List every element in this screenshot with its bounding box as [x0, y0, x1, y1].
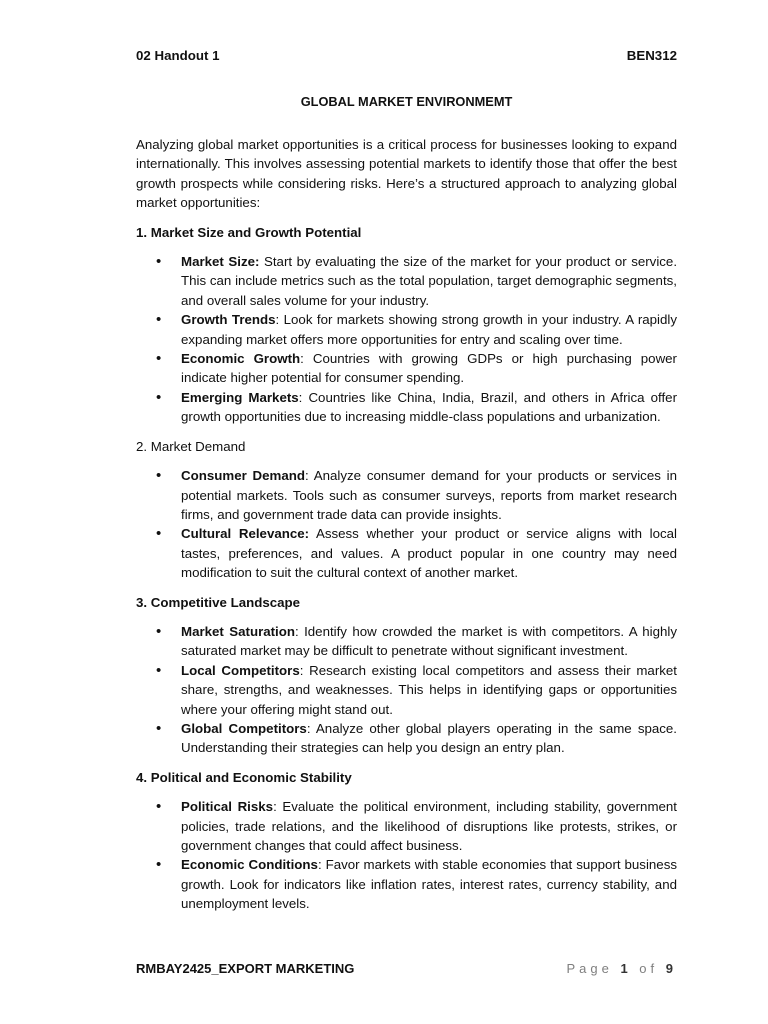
page-header: [136, 48, 677, 63]
list-item: [136, 349, 677, 388]
list-item-term: Consumer Demand: [181, 468, 305, 484]
list-item-term: Growth Trends: [181, 312, 276, 328]
handout-label: 02 Handout 1: [136, 48, 220, 63]
list-item: [136, 252, 677, 310]
list-item-text: : Analyze consumer demand for your products or services in potential markets. Tools such as consumer surveys, reports from market research firms, and government trade data can provide insights.: [181, 468, 677, 522]
list-item-term: Economic Conditions: [181, 857, 318, 873]
document-title: GLOBAL MARKET ENVIRONMEMT: [300, 94, 513, 109]
document-body: [136, 135, 677, 914]
section-heading: 4. Political and Economic Stability: [136, 769, 352, 785]
list-item: [136, 855, 677, 913]
bullet-list: [136, 797, 677, 913]
list-item-term: Economic Growth: [181, 351, 301, 367]
list-item: [136, 797, 677, 855]
list-item: [136, 310, 677, 349]
list-item-term: Cultural Relevance:: [181, 526, 310, 542]
list-item: [136, 622, 677, 661]
list-item: [136, 719, 677, 758]
bullet-list: [136, 252, 677, 427]
list-item-text: : Evaluate the political environment, including stability, government policies, trade relations, and the likelihood of disruptions like protests, strikes, or government changes that could affect business.: [181, 799, 678, 853]
list-item-term: Global Competitors: [181, 720, 307, 736]
list-item-text: : Identify how crowded the market is with competitors. A highly saturated market may be difficult to penetrate without significant investment.: [181, 623, 677, 659]
list-item-text: : Analyze other global players operating in the same space. Understanding their strategies can help you design an entry plan.: [181, 720, 677, 756]
list-item-text: : Countries like China, India, Brazil, and others in Africa offer growth opportunities due to increasing middle-class populations and urbanization.: [181, 389, 677, 425]
bullet-list: [136, 622, 677, 758]
section-heading: 3. Competitive Landscape: [136, 594, 301, 610]
page-footer: [136, 961, 677, 976]
course-title: RMBAY2425_EXPORT MARKETING: [136, 961, 355, 976]
list-item-text: : Research existing local competitors and assess their market share, strengths, and weaknesses. This helps in identifying gaps or opportunities where your offering might stand out.: [181, 662, 677, 717]
list-item-term: Political Risks: [181, 799, 274, 815]
list-item-text: : Favor markets with stable economies that support business growth. Look for indicators like inflation rates, interest rates, currency stability, and unemployment levels.: [181, 857, 677, 912]
list-item-text: : Countries with growing GDPs or high purchasing power indicate higher potential for consumer spending.: [181, 351, 677, 386]
list-item: [136, 466, 677, 524]
list-item-term: Market Saturation: [181, 623, 295, 639]
list-item-term: Local Competitors: [181, 662, 300, 678]
list-item: [136, 524, 677, 582]
list-item-text: : Look for markets showing strong growth in your industry. A rapidly expanding market offers more opportunities for entry and scaling over time.: [181, 312, 677, 347]
list-item-text: Assess whether your product or service aligns with local tastes, preferences, and values. A product popular in one country may need modification to suit the cultural context of another market.: [181, 526, 677, 581]
bullet-list: [136, 466, 677, 582]
list-item: [136, 388, 677, 427]
page-indicator: [566, 961, 677, 976]
course-code: BEN312: [626, 48, 677, 63]
page-word: Page: [566, 961, 613, 976]
page-number: 1: [620, 961, 632, 976]
section-heading: 2. Market Demand: [136, 438, 246, 454]
list-item-text: Start by evaluating the size of the market for your product or service. This can include metrics such as the total population, target demographic segments, and overall sales volume for your industry.: [181, 254, 678, 308]
list-item: [136, 661, 677, 719]
section-heading: 1. Market Size and Growth Potential: [136, 224, 362, 240]
list-item-term: Market Size:: [181, 254, 260, 270]
intro-paragraph: Analyzing global market opportunities is a critical process for businesses looking to expand internationally. This involves assessing potential markets to identify those that offer the best growth prospects while considering risks. Here’s a structured approach to analyzing global market opportunities:: [136, 137, 677, 211]
list-item-term: Emerging Markets: [181, 389, 299, 405]
page-total: 9: [665, 961, 677, 976]
of-word: of: [639, 961, 659, 976]
